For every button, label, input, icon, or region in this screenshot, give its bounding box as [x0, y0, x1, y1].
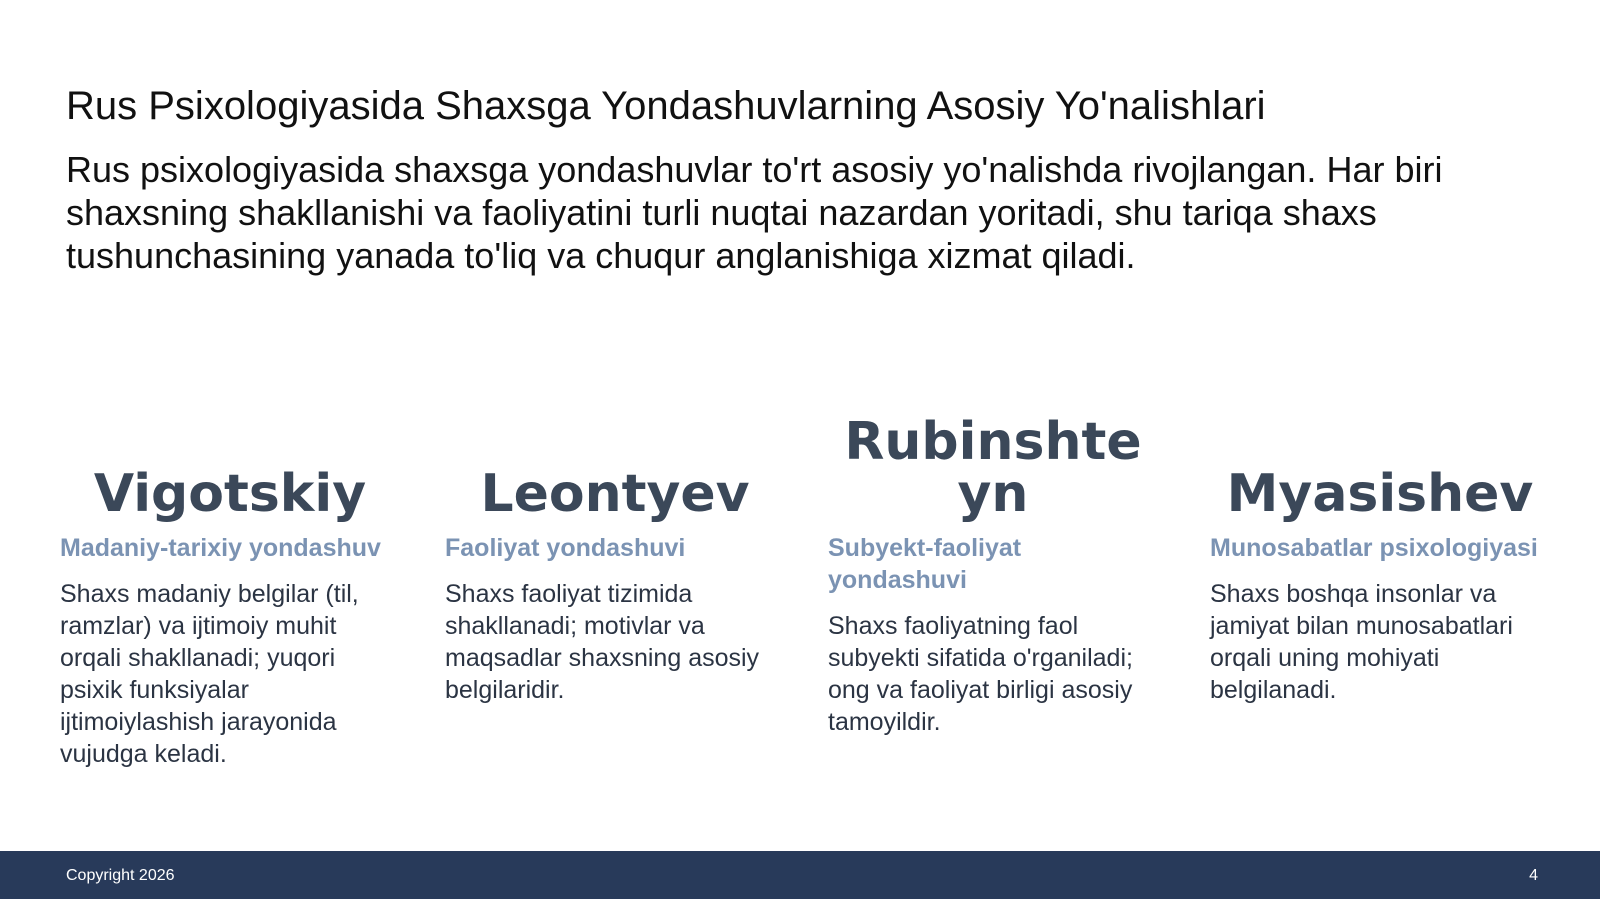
footer-bar [0, 851, 1600, 899]
column-heading [828, 404, 1158, 524]
column-description: Shaxs boshqa insonlar va jamiyat bilan munosabatlari orqali uning mohiyati belgilanadi. [1210, 580, 1513, 704]
column-heading [1210, 404, 1550, 524]
column-heading-text: Leontyev [480, 464, 750, 524]
approach-column-leontyev [445, 404, 785, 706]
column-subtitle: Subyekt-faoliyat yondashuvi [828, 534, 1022, 594]
page-number: 4 [1529, 867, 1538, 884]
column-heading [60, 404, 400, 524]
slide-title: Rus Psixologiyasida Shaxsga Yondashuvlarning Asosiy Yo'nalishlari [66, 84, 1266, 128]
column-subtitle: Faoliyat yondashuvi [445, 534, 686, 562]
approach-column-rubinshteyn [828, 404, 1158, 738]
column-heading-text: Myasishev [1226, 464, 1534, 524]
column-description: Shaxs faoliyat tizimida shakllanadi; motivlar va maqsadlar shaxsning asosiy belgilaridir. [445, 580, 760, 704]
column-heading-text: Vigotskiy [93, 464, 367, 524]
approach-column-myasishev [1210, 404, 1550, 706]
footer-copyright: Copyright 2026 [66, 867, 175, 884]
column-heading [445, 404, 785, 524]
column-heading-text: Rubinshteyn [844, 412, 1142, 524]
column-subtitle: Munosabatlar psixologiyasi [1210, 534, 1538, 562]
slide-intro-text: Rus psixologiyasida shaxsga yondashuvlar to'rt asosiy yo'nalishda rivojlangan. Har biri shaxsning shakllanishi va faoliyatini turli nuqtai nazardan yoritadi, shu tariqa shaxs tushunchasining yanada to'liq va chuqur anglanishiga xizmat qiladi. [66, 149, 1443, 276]
column-description: Shaxs faoliyatning faol subyekti sifatida o'rganiladi; ong va faoliyat birligi asosiy tamoyildir. [828, 612, 1133, 736]
column-subtitle: Madaniy-tarixiy yondashuv [60, 534, 381, 562]
column-description: Shaxs madaniy belgilar (til, ramzlar) va ijtimoiy muhit orqali shakllanadi; yuqori psixik funksiyalar ijtimoiylashish jarayonida vujudga keladi. [60, 580, 359, 768]
approach-column-vigotskiy [60, 404, 400, 770]
